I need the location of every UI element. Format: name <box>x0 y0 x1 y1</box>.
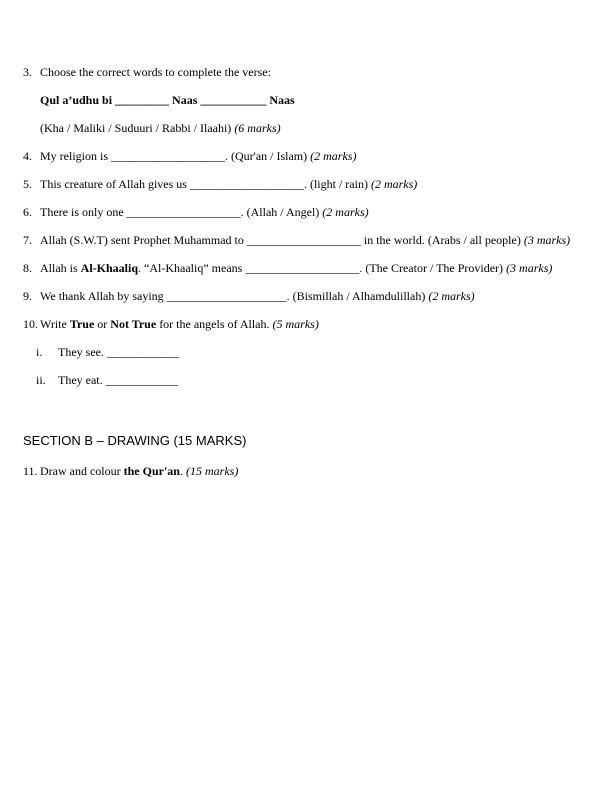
question-5 <box>40 177 594 192</box>
question-4-row <box>23 149 594 164</box>
question-5-text: This creature of Allah gives us ___________________. (light / rain) <box>40 177 371 191</box>
question-11 <box>40 464 594 479</box>
question-10-bold-true: True <box>69 317 95 331</box>
question-10-subitems <box>23 345 594 388</box>
question-6 <box>40 205 594 220</box>
question-9 <box>40 289 594 304</box>
question-8-pre: Allah is <box>40 261 81 275</box>
subitem-i-text: They see. ____________ <box>58 345 179 359</box>
question-8-bold-term: Al-Khaaliq <box>80 261 139 275</box>
question-6-marks: (2 marks) <box>322 205 369 219</box>
question-3-verse-row <box>23 93 594 108</box>
question-9-text: We thank Allah by saying ____________________. (Bismillah / Alhamdulillah) <box>40 289 429 303</box>
question-11-post: . <box>179 464 186 478</box>
subitem-ii-text: They eat. ____________ <box>58 373 178 387</box>
question-10-subitem-i <box>36 345 594 360</box>
question-8-row <box>23 261 594 276</box>
question-5-marks: (2 marks) <box>370 177 418 191</box>
question-4-marks: (2 marks) <box>310 149 357 163</box>
question-3-options-text: (Kha / Maliki / Suduuri / Rabbi / Ilaahi) <box>40 121 235 135</box>
subitem-ii-label: ii. <box>36 373 46 387</box>
question-3-number: 3. <box>23 65 32 79</box>
question-5-number: 5. <box>23 177 32 191</box>
question-4-number: 4. <box>23 149 32 163</box>
question-11-row <box>23 464 594 479</box>
question-8 <box>40 261 594 276</box>
question-10-subitem-ii <box>36 373 594 388</box>
question-7-marks: (3 marks) <box>523 233 571 247</box>
question-6-text: There is only one ___________________. (Allah / Angel) <box>40 205 323 219</box>
question-8-marks: (3 marks) <box>506 261 553 275</box>
question-9-number: 9. <box>23 289 32 303</box>
question-10-post: for the angels of Allah. <box>156 317 273 331</box>
question-11-marks: (15 marks) <box>185 464 239 478</box>
question-6-row <box>23 205 594 220</box>
question-10-bold-not-true: Not True <box>110 317 157 331</box>
question-3-marks: (6 marks) <box>234 121 281 135</box>
question-7-number: 7. <box>23 233 32 247</box>
question-7-text: Allah (S.W.T) sent Prophet Muhammad to ___________________ in the world. (Arabs / all people) <box>40 233 524 247</box>
question-3-options <box>40 121 594 136</box>
section-b-heading: SECTION B – DRAWING (15 MARKS) <box>23 433 247 448</box>
question-10-marks: (5 marks) <box>272 317 319 331</box>
question-9-marks: (2 marks) <box>428 289 475 303</box>
question-10-mid: or <box>94 317 111 331</box>
question-4-text: My religion is ___________________. (Qur'an / Islam) <box>40 149 311 163</box>
question-8-number: 8. <box>23 261 32 275</box>
question-8-post: . “Al-Khaaliq” means ___________________. (The Creator / The Provider) <box>138 261 507 275</box>
question-10-number: 10. <box>23 317 38 331</box>
question-6-number: 6. <box>23 205 32 219</box>
question-10-pre: Write <box>40 317 70 331</box>
question-3-verse-text: Qul a’udhu bi _________ Naas ___________ Naas <box>40 93 295 107</box>
question-5-row <box>23 177 594 192</box>
question-3-prompt: Choose the correct words to complete the verse: <box>40 65 271 79</box>
question-11-bold-term: the Qur'an <box>123 464 180 478</box>
question-11-number: 11. <box>23 464 38 478</box>
question-3-prompt-row <box>23 65 594 80</box>
question-7-row <box>23 233 594 248</box>
question-10 <box>40 317 594 332</box>
question-9-row <box>23 289 594 304</box>
question-3-options-row <box>23 121 594 136</box>
question-11-pre: Draw and colour <box>40 464 124 478</box>
subitem-i-label: i. <box>36 345 43 359</box>
question-7 <box>40 233 594 248</box>
question-4 <box>40 149 594 164</box>
question-10-row <box>23 317 594 332</box>
